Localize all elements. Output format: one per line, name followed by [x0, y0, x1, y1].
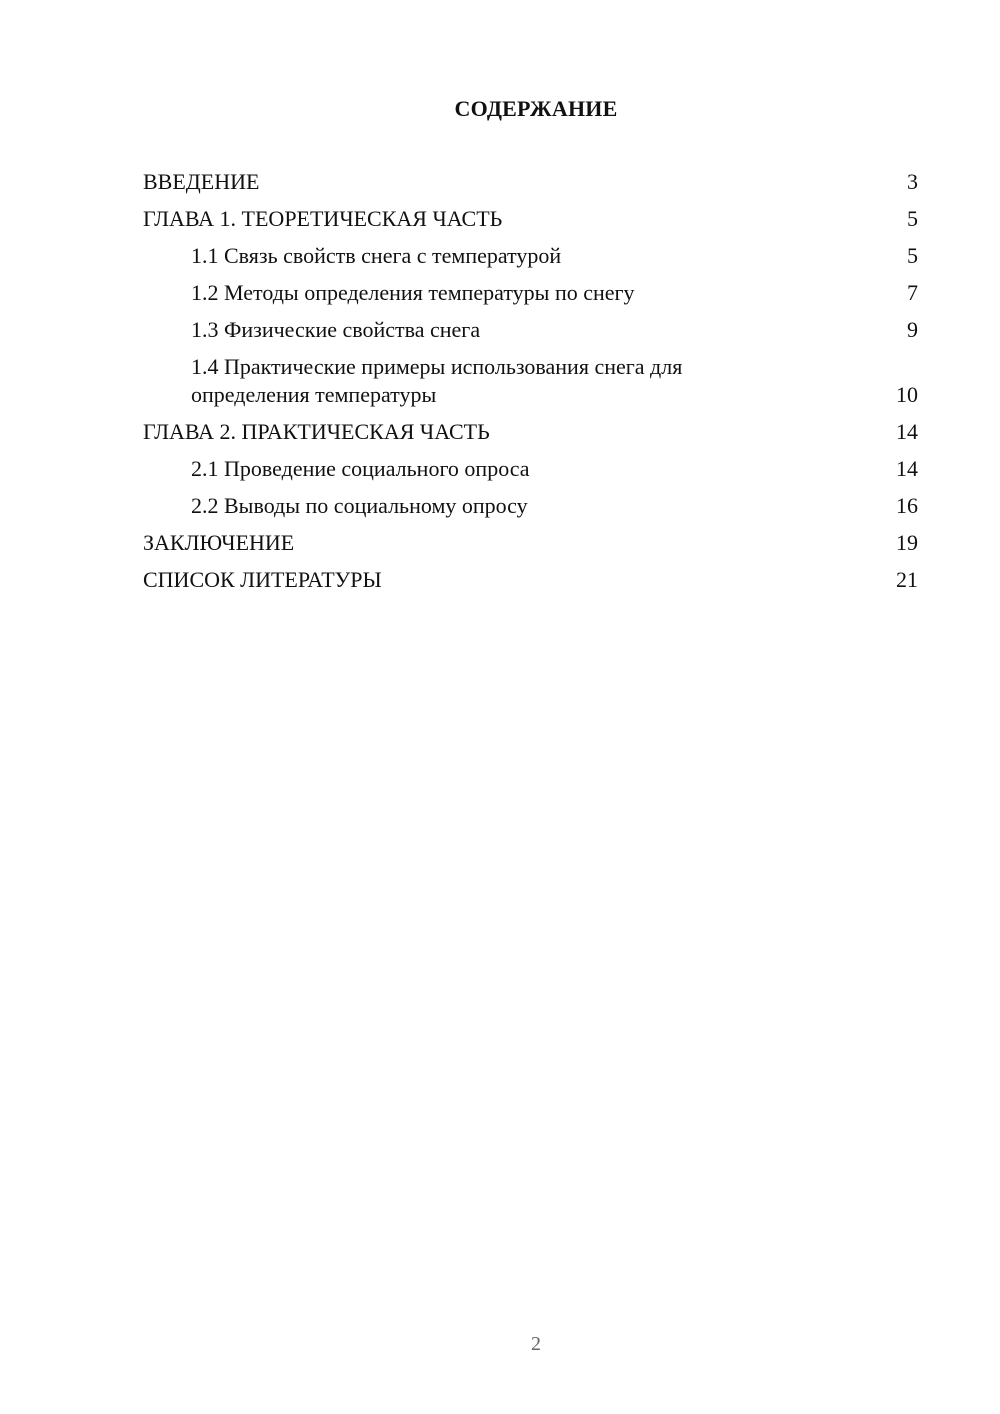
toc-entry-text: 2.1 Проведение социального опроса — [191, 456, 530, 481]
toc-entry-page: 7 — [907, 280, 918, 305]
toc-entry-text: СПИСОК ЛИТЕРАТУРЫ — [143, 567, 382, 592]
toc-entry-page: 14 — [896, 456, 918, 481]
toc-entry-page: 16 — [896, 493, 918, 518]
toc-entry-text: ГЛАВА 2. ПРАКТИЧЕСКАЯ ЧАСТЬ — [143, 419, 490, 444]
toc-entry-text: 1.1 Связь свойств снега с температурой — [191, 243, 562, 268]
toc-entry-page: 19 — [896, 530, 918, 555]
toc-entry-text: 1.3 Физические свойства снега — [191, 317, 481, 342]
page-title: СОДЕРЖАНИЕ — [454, 96, 618, 121]
toc-entry-introduction — [143, 168, 918, 196]
toc-entry-page: 21 — [896, 567, 918, 592]
page-number: 2 — [531, 1333, 541, 1355]
toc-entry-section-1-2 — [143, 279, 918, 307]
toc-entry-text: ВВЕДЕНИЕ — [143, 169, 260, 194]
toc-entry-page: 14 — [896, 419, 918, 444]
toc-entry-section-1-4 — [143, 353, 918, 409]
toc-entry-chapter-1 — [143, 205, 918, 233]
toc-entry-page: 5 — [907, 206, 918, 231]
toc-entry-references — [143, 566, 918, 594]
toc-entry-section-1-1 — [143, 242, 918, 270]
toc-entry-page: 10 — [896, 382, 918, 407]
table-of-contents — [143, 168, 918, 603]
toc-entry-text: ГЛАВА 1. ТЕОРЕТИЧЕСКАЯ ЧАСТЬ — [143, 206, 503, 231]
toc-entry-text: 1.2 Методы определения температуры по снегу — [191, 280, 635, 305]
toc-entry-text: 1.4 Практические примеры использования снега для определения температуры — [191, 354, 683, 407]
toc-entry-section-2-1 — [143, 455, 918, 483]
toc-entry-page: 5 — [907, 243, 918, 268]
toc-entry-page: 3 — [907, 169, 918, 194]
toc-entry-text: 2.2 Выводы по социальному опросу — [191, 493, 528, 518]
toc-entry-text: ЗАКЛЮЧЕНИЕ — [143, 530, 295, 555]
toc-entry-chapter-2 — [143, 418, 918, 446]
toc-entry-section-2-2 — [143, 492, 918, 520]
toc-entry-page: 9 — [907, 317, 918, 342]
toc-entry-section-1-3 — [143, 316, 918, 344]
toc-entry-conclusion — [143, 529, 918, 557]
